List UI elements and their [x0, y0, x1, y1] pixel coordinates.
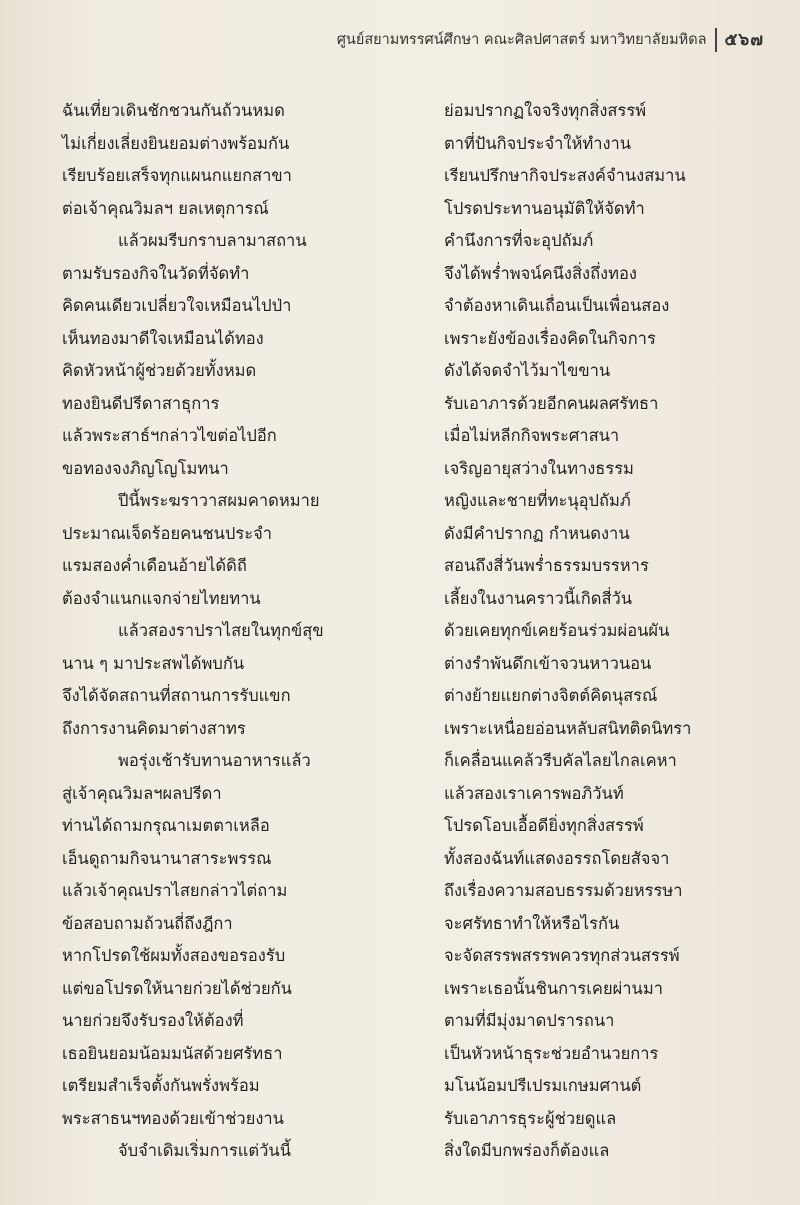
verse-line: เพราะเหนื่อยอ่อนหลับสนิทติดนิทรา	[444, 718, 692, 738]
verse-line: จึงได้พร่ำพจน์คนึงสิ่งถึ่งทอง	[444, 263, 637, 283]
verse-line: ต่างย้ายแยกต่างจิตต์คิดนุสรณ์	[444, 686, 658, 705]
verse-line: โปรดโอบเอื้อดียิ่งทุกสิ่งสรรพ์	[444, 816, 644, 835]
left-verse-column	[62, 95, 392, 1168]
verse-line: เจริญอายุสว่างในทางธรรม	[444, 458, 634, 478]
verse-line: จับจำเดิมเริ่มการแต่วันนี้	[118, 1141, 291, 1160]
verse-line: ด้วยเคยทุกข์เคยร้อนร่วมผ่อนผัน	[444, 621, 670, 640]
verse-line: หญิงและชายที่ทะนุอุปถัมภ์	[444, 491, 631, 510]
verse-line: คิดคนเดียวเปลี่ยวใจเหมือนไปป่า	[62, 296, 292, 315]
verse-line: ก็เคลื่อนแคล้วรีบคัลไลยไกลเคหา	[444, 751, 677, 770]
verse-line: แล้วสองราปราไสยในทุกข์สุข	[118, 621, 324, 640]
verse-line: จะจัดสรรพสรรพควรทุกส่วนสรรพ์	[444, 946, 680, 965]
verse-line: ตาที่ปันกิจประจำให้ทำงาน	[444, 133, 632, 153]
page-header	[337, 26, 764, 53]
verse-line: ไม่เกี่ยงเลี่ยงยินยอมต่างพร้อมกัน	[62, 133, 290, 153]
verse-line: เรียบร้อยเสร็จทุกแผนกแยกสาขา	[62, 166, 292, 185]
verse-line: ทองยินดีปรีดาสาธุการ	[62, 393, 220, 413]
verse-line: สิ่งใดมีบกพร่องก็ต้องแล	[444, 1141, 610, 1160]
verse-line: เพราะยังข้องเรื่องคิดในกิจการ	[444, 328, 656, 348]
verse-line: แล้วพระสาธ์ฯกล่าวไขต่อไปอีก	[62, 426, 277, 445]
verse-line: เพราะเธอนั้นชินการเคยผ่านมา	[444, 978, 663, 998]
verse-line: แรมสองค่ำเดือนอ้ายได้ดิถี	[62, 556, 247, 575]
verse-line: ฉันเที่ยวเดินชักชวนกันถ้วนหมด	[62, 101, 285, 120]
verse-line: ท่านได้ถามกรุณาเมตตาเหลือ	[62, 816, 270, 835]
verse-line: สู่เจ้าคุณวิมลฯผลปรีดา	[62, 783, 222, 803]
verse-line: ต่อเจ้าคุณวิมลฯ ยลเหตุการณ์	[62, 198, 269, 218]
verse-line: จึงได้จัดสถานที่สถานการรับแขก	[62, 686, 291, 705]
verse-line: ตามที่มีมุ่งมาดปรารถนา	[444, 1011, 615, 1030]
verse-line: รับเอาภารด้วยอีกคนผลศรัทธา	[444, 393, 659, 413]
page-number: ๕๖๗	[724, 30, 764, 50]
verse-line: จำต้องหาเดินเถื่อนเป็นเพื่อนสอง	[444, 296, 670, 315]
verse-line: นาน ๆ มาประสพได้พบกัน	[62, 653, 245, 673]
verse-line: จะศรัทธาทำให้หรือไรกัน	[444, 913, 620, 933]
header-title: ศูนย์สยามทรรศน์ศึกษา คณะศิลปศาสตร์ มหาวิทยาลัยมหิดล	[336, 32, 707, 48]
verse-line: ประมาณเจ็ดร้อยคนชนประจำ	[62, 523, 273, 543]
verse-line: คิดหัวหน้าผู้ช่วยด้วยทั้งหมด	[62, 361, 257, 380]
header-divider	[715, 28, 717, 52]
right-verse-column	[444, 95, 774, 1168]
verse-line: แต่ขอโปรดให้นายก่วยได้ช่วยกัน	[62, 978, 292, 998]
verse-line: หากโปรดใช้ผมทั้งสองขอรองรับ	[62, 946, 286, 965]
verse-line: ดังได้จดจำไว้มาไขขาน	[444, 361, 611, 380]
verse-line: ถึงเรื่องความสอบธรรมด้วยหรรษา	[444, 881, 683, 900]
verse-line: แล้วสองเราเคารพอภิวันท์	[444, 783, 624, 803]
verse-line: พระสาธนฯทองด้วยเข้าช่วยงาน	[62, 1108, 284, 1128]
verse-line: ข้อสอบถามถ้วนถี่ถึงฎีกา	[62, 913, 233, 933]
verse-line: สอนถึงสี่วันพร่ำธรรมบรรหาร	[444, 556, 649, 575]
verse-line: ย่อมปรากฏใจจริงทุกสิ่งสรรพ์	[444, 101, 647, 120]
verse-line: ขอทองจงภิญโญโมทนา	[62, 458, 229, 478]
verse-line: แล้วผมรีบกราบลามาสถาน	[118, 231, 307, 250]
verse-line: เอ็นดูถามกิจนานาสาระพรรณ	[62, 848, 272, 868]
verse-line: เลี้ยงในงานคราวนี้เกิดสี่วัน	[444, 588, 633, 608]
verse-line: เมื่อไม่หลีกกิจพระศาสนา	[444, 426, 620, 445]
verse-line: เรียนปรึกษากิจประสงค์จำนงสมาน	[444, 166, 686, 185]
verse-line: ทั้งสองฉันท์แสดงอรรถโดยสัจจา	[444, 848, 670, 868]
verse-line: เตรียมสำเร็จตั้งกันพรั่งพร้อม	[62, 1076, 260, 1095]
verse-line: เธอยินยอมน้อมมนัสด้วยศรัทธา	[62, 1043, 283, 1063]
verse-line: ดังมีคำปรากฏ กำหนดงาน	[444, 523, 630, 543]
verse-line: ตามรับรองกิจในวัดที่จัดทำ	[62, 263, 250, 283]
verse-line: ปีนี้พระฆราวาสผมคาดหมาย	[118, 491, 320, 510]
verse-line: ต้องจำแนกแจกจ่ายไทยทาน	[62, 588, 261, 608]
verse-line: ถึงการงานคิดมาต่างสาทร	[62, 718, 246, 738]
verse-line: ต่างรำพันดึกเข้าจวนหาวนอน	[444, 653, 652, 673]
verse-line: เห็นทองมาดีใจเหมือนได้ทอง	[62, 328, 264, 348]
verse-line: นายก่วยจึงรับรองให้ต้องที่	[62, 1011, 244, 1030]
verse-line: โปรดประทานอนุมัติให้จัดทำ	[444, 198, 645, 218]
verse-line: มโนน้อมปรีเปรมเกษมศานต์	[444, 1076, 642, 1095]
verse-line: เป็นหัวหน้าธุระช่วยอำนวยการ	[444, 1043, 659, 1063]
verse-line: พอรุ่งเช้ารับทานอาหารแล้ว	[118, 751, 311, 770]
verse-line: รับเอาภารธุระผู้ช่วยดูแล	[444, 1108, 617, 1128]
verse-line: แล้วเจ้าคุณปราไสยกล่าวไต่ถาม	[62, 881, 288, 900]
verse-line: คำนึงการที่จะอุปถัมภ์	[444, 231, 594, 250]
